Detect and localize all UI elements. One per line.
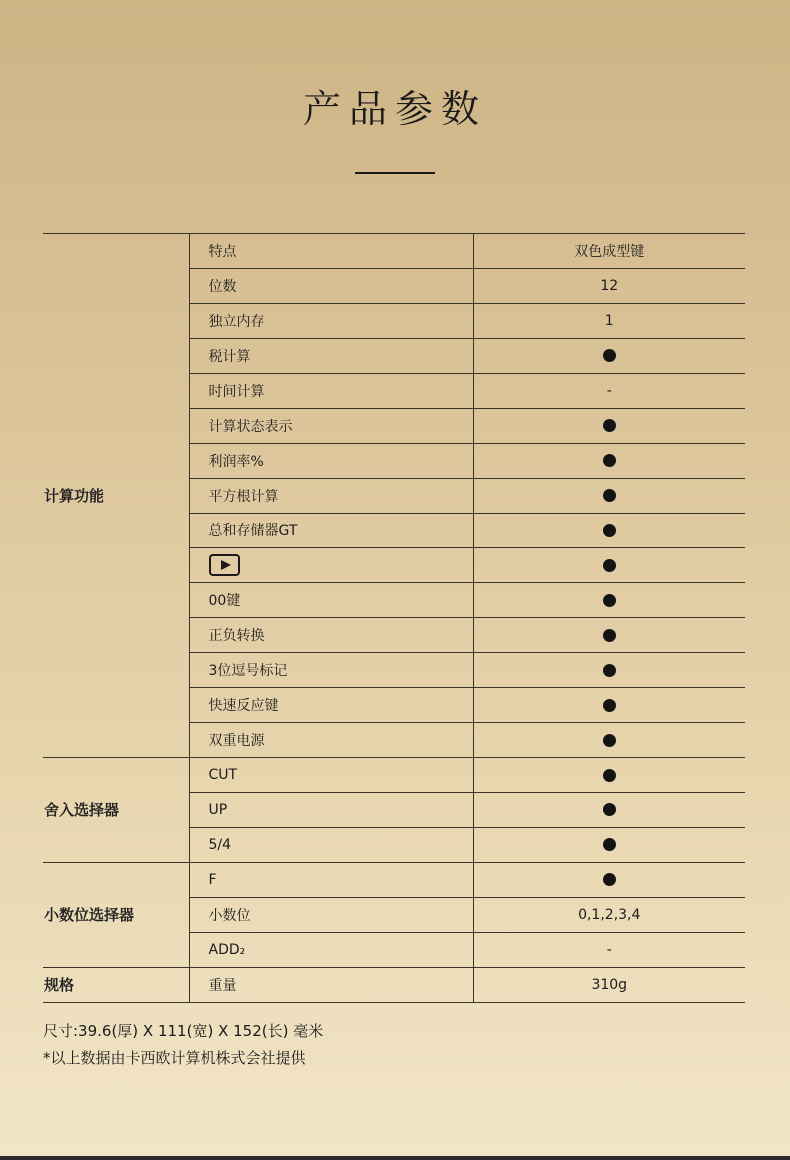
value-cell	[473, 408, 745, 443]
dot-icon	[603, 524, 616, 537]
feature-cell	[189, 548, 473, 583]
feature-cell: 00键	[189, 583, 473, 618]
feature-cell: CUT	[189, 758, 473, 793]
feature-cell: 计算状态表示	[189, 408, 473, 443]
value-cell: 12	[473, 268, 745, 303]
value-cell	[473, 653, 745, 688]
feature-cell: 时间计算	[189, 373, 473, 408]
source-note: *以上数据由卡西欧计算机株式会社提供	[43, 1049, 306, 1067]
feature-cell: 特点	[189, 234, 473, 269]
dot-icon	[603, 734, 616, 747]
value-cell	[473, 758, 745, 793]
value-cell	[473, 793, 745, 828]
play-key-icon	[209, 554, 240, 576]
value-cell: 0,1,2,3,4	[473, 897, 745, 932]
feature-cell: 小数位	[189, 897, 473, 932]
feature-cell: F	[189, 862, 473, 897]
feature-cell: 独立内存	[189, 303, 473, 338]
dot-icon	[603, 873, 616, 886]
category-cell: 计算功能	[43, 234, 189, 758]
feature-cell: 3位逗号标记	[189, 653, 473, 688]
value-cell	[473, 583, 745, 618]
value-cell	[473, 723, 745, 758]
value-cell	[473, 688, 745, 723]
table-row	[43, 967, 745, 1002]
dot-icon	[603, 489, 616, 502]
dot-icon	[603, 699, 616, 712]
dot-icon	[603, 803, 616, 816]
feature-cell: UP	[189, 793, 473, 828]
value-cell: 1	[473, 303, 745, 338]
feature-cell: 利润率%	[189, 443, 473, 478]
table-row	[43, 862, 745, 897]
dot-icon	[603, 454, 616, 467]
dot-icon	[603, 594, 616, 607]
feature-cell: 位数	[189, 268, 473, 303]
value-cell	[473, 618, 745, 653]
feature-cell: 税计算	[189, 338, 473, 373]
value-cell	[473, 478, 745, 513]
value-cell: -	[473, 373, 745, 408]
dot-icon	[603, 559, 616, 572]
feature-cell: 总和存储器GT	[189, 513, 473, 548]
dimensions-text: 尺寸:39.6(厚) X 111(宽) X 152(长) 毫米	[43, 1022, 324, 1040]
dot-icon	[603, 664, 616, 677]
value-cell	[473, 443, 745, 478]
table-row	[43, 758, 745, 793]
feature-cell: 重量	[189, 967, 473, 1002]
value-cell	[473, 513, 745, 548]
feature-cell: 快速反应键	[189, 688, 473, 723]
bottom-edge	[0, 1156, 790, 1160]
spec-table	[43, 233, 745, 1003]
dot-icon	[603, 419, 616, 432]
value-cell	[473, 862, 745, 897]
value-cell: -	[473, 932, 745, 967]
category-cell: 规格	[43, 967, 189, 1002]
feature-cell: 双重电源	[189, 723, 473, 758]
dot-icon	[603, 838, 616, 851]
value-cell	[473, 338, 745, 373]
dot-icon	[603, 629, 616, 642]
category-cell: 舍入选择器	[43, 758, 189, 863]
dot-icon	[603, 769, 616, 782]
category-cell: 小数位选择器	[43, 862, 189, 967]
feature-cell: 正负转换	[189, 618, 473, 653]
value-cell	[473, 827, 745, 862]
value-cell	[473, 548, 745, 583]
feature-cell: 5/4	[189, 827, 473, 862]
feature-cell: ADD₂	[189, 932, 473, 967]
footer	[43, 1018, 323, 1072]
value-cell: 310g	[473, 967, 745, 1002]
dot-icon	[603, 349, 616, 362]
page-title: 产品参数	[302, 87, 487, 131]
feature-cell: 平方根计算	[189, 478, 473, 513]
table-row	[43, 234, 745, 269]
title-divider	[355, 172, 435, 174]
value-cell: 双色成型键	[473, 234, 745, 269]
